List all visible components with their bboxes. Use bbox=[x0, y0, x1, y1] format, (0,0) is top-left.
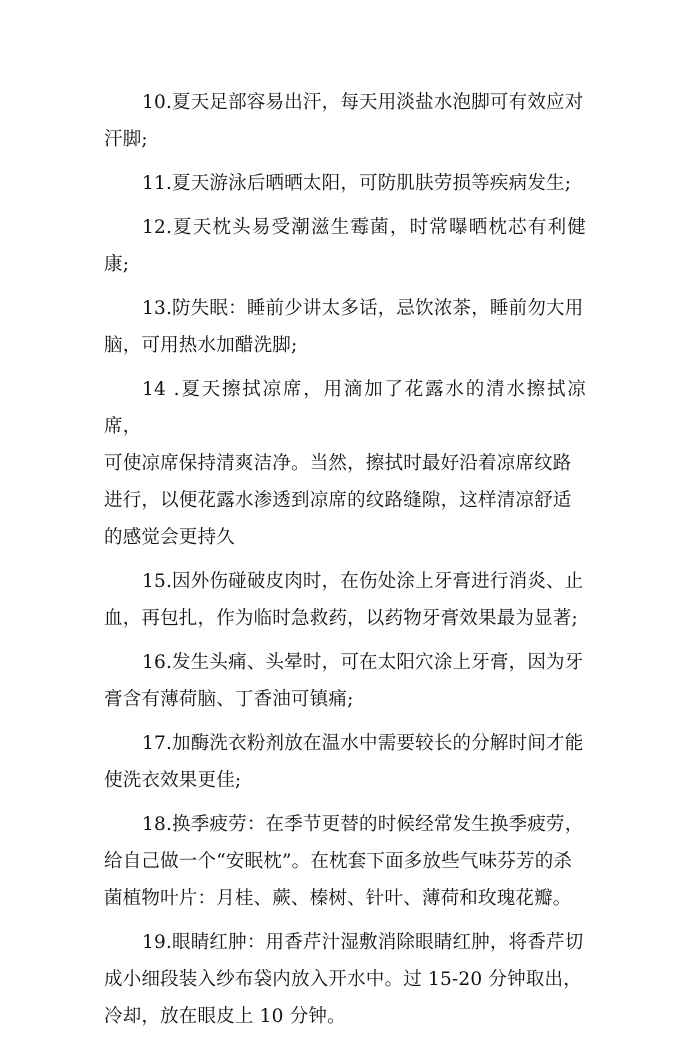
tip-10 bbox=[104, 84, 586, 158]
tip-line: 脑，可用热水加醋洗脚; bbox=[104, 335, 298, 356]
tip-line: 11.夏天游泳后晒晒太阳，可防肌肤劳损等疾病发生; bbox=[142, 173, 572, 194]
tip-line: 给自己做一个“安眠枕”。在枕套下面多放些气味芬芳的杀 bbox=[104, 851, 573, 872]
tip-line: 进行，以便花露水渗透到凉席的纹路缝隙，这样清凉舒适 bbox=[104, 490, 572, 511]
tip-17 bbox=[104, 725, 586, 799]
tip-line: 可使凉席保持清爽洁净。当然，擦拭时最好沿着凉席纹路 bbox=[104, 453, 572, 474]
tip-line: 19.眼睛红肿：用香芹汁湿敷消除眼睛红肿，将香芹切 bbox=[142, 932, 584, 953]
tip-12 bbox=[104, 209, 586, 283]
tip-line: 菌植物叶片：月桂、蕨、榛树、针叶、薄荷和玫瑰花瓣。 bbox=[104, 888, 572, 909]
tip-line: 14 .夏天擦拭凉席，用滴加了花露水的清水擦拭凉席， bbox=[104, 379, 586, 437]
tip-16 bbox=[104, 644, 586, 718]
tip-13 bbox=[104, 290, 586, 364]
tip-line: 12.夏天枕头易受潮滋生霉菌，时常曝晒枕芯有利健康; bbox=[104, 217, 586, 275]
tips-list bbox=[104, 84, 586, 1042]
tip-line: 的感觉会更持久 bbox=[104, 527, 235, 548]
tip-line: 膏含有薄荷脑、丁香油可镇痛; bbox=[104, 689, 354, 710]
tip-line: 成小细段装入纱布袋内放入开水中。过 15-20 分钟取出， bbox=[104, 969, 582, 990]
tip-14 bbox=[104, 371, 586, 556]
tip-line: 使洗衣效果更佳; bbox=[104, 770, 242, 791]
tip-line: 10.夏天足部容易出汗，每天用淡盐水泡脚可有效应对 bbox=[142, 92, 584, 113]
tip-line: 16.发生头痛、头晕时，可在太阳穴涂上牙膏，因为牙 bbox=[142, 652, 584, 673]
tip-18 bbox=[104, 806, 586, 917]
tip-line: 冷却，放在眼皮上 10 分钟。 bbox=[104, 1006, 346, 1027]
tip-line: 血，再包扎，作为临时急救药，以药物牙膏效果最为显著; bbox=[104, 608, 578, 629]
tip-line: 18.换季疲劳：在季节更替的时候经常发生换季疲劳， bbox=[142, 814, 584, 835]
tip-19 bbox=[104, 924, 586, 1035]
tip-15 bbox=[104, 563, 586, 637]
tip-line: 汗脚; bbox=[104, 129, 148, 150]
tip-line: 13.防失眠：睡前少讲太多话，忌饮浓茶，睡前勿大用 bbox=[142, 298, 584, 319]
tip-line: 15.因外伤碰破皮肉时，在伤处涂上牙膏进行消炎、止 bbox=[142, 571, 584, 592]
tip-line: 17.加酶洗衣粉剂放在温水中需要较长的分解时间才能 bbox=[142, 733, 584, 754]
tip-11 bbox=[104, 165, 586, 202]
